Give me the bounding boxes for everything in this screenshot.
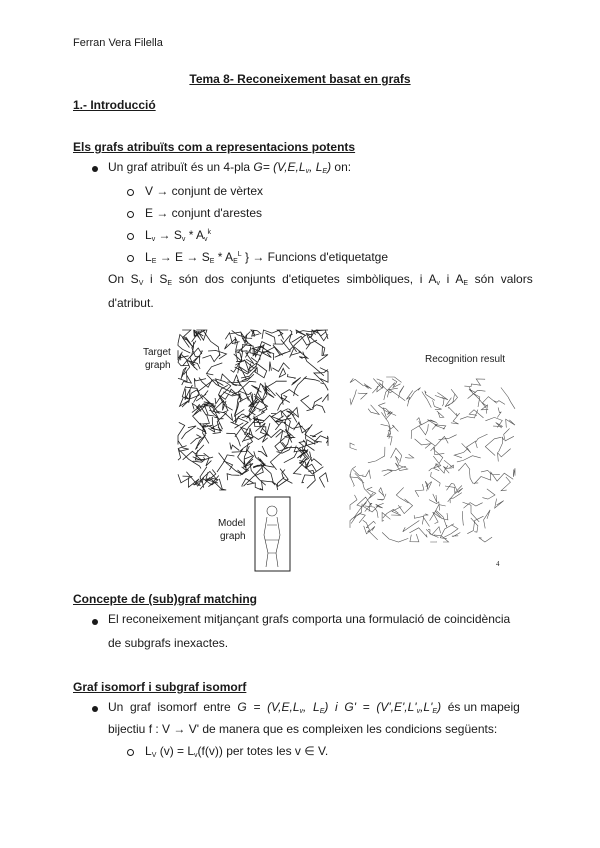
note-line-2: d'atribut. bbox=[108, 296, 154, 310]
definition-formula: $G= (V,E,L_v$, $L_E$) bbox=[253, 160, 332, 175]
definition-suffix: on: bbox=[331, 160, 352, 174]
bullet-icon bbox=[92, 166, 98, 172]
target-label-2: graph bbox=[145, 360, 171, 371]
target-graph-drawing bbox=[178, 330, 328, 490]
item-vertices: V → conjunt de vèrtex bbox=[145, 184, 264, 198]
definition-text bbox=[108, 160, 351, 175]
item-edges: E → conjunt d'arestes bbox=[145, 206, 263, 220]
bullet-icon bbox=[92, 619, 98, 625]
item-vertex-labelling: $L_v \to S_v * A_v^k$ bbox=[145, 228, 212, 243]
circle-bullet-icon bbox=[127, 749, 134, 756]
definition-prefix: Un graf atribuït és un 4-pla bbox=[108, 160, 254, 174]
recognition-result-drawing bbox=[350, 377, 515, 542]
figure-page-number: 4 bbox=[496, 560, 500, 568]
iso-line-1: Un graf isomorf entre $G = (V,E,L_v$, $L_E$) i $G' = (V',E',L'_v,L'_E)$ és un mapeig bbox=[108, 700, 520, 715]
iso-line-2: bijectiu f : V → V' de manera que es compleixen les condicions següents: bbox=[108, 722, 498, 736]
recognition-label: Recognition result bbox=[425, 354, 506, 365]
graph-matching-figure bbox=[140, 325, 520, 575]
section-heading-isomorph: Graf isomorf i subgraf isomorf bbox=[73, 680, 247, 694]
circle-bullet-icon bbox=[127, 211, 134, 218]
section-heading-introduction: 1.- Introducció bbox=[73, 98, 156, 112]
model-label-2: graph bbox=[220, 531, 246, 542]
model-graph-figure bbox=[264, 506, 280, 567]
matching-line-2: de subgrafs inexactes. bbox=[108, 636, 229, 650]
circle-bullet-icon bbox=[127, 233, 134, 240]
note-line-1: On $S_V$ i $S_E$ són dos conjunts d'etiquetes simbòliques, i $A_v$ i $A_E$ són valors bbox=[108, 272, 533, 287]
matching-paragraph bbox=[108, 607, 528, 655]
iso-sub-item: $L_V$ $(v) = L_v(f(v))$ per totes les v ∈ V. bbox=[145, 744, 329, 759]
item-edge-labelling: $L_E \to E \to S_E * A_E^L$ } → Funcions d'etiquetatge bbox=[145, 250, 389, 265]
author-name: Ferran Vera Filella bbox=[73, 37, 163, 49]
section-heading-matching: Concepte de (sub)graf matching bbox=[73, 592, 258, 606]
bullet-icon bbox=[92, 706, 98, 712]
page-title: Tema 8- Reconeixement basat en grafs bbox=[189, 72, 411, 86]
matching-line-1: El reconeixement mitjançant grafs comporta una formulació de coincidència bbox=[108, 612, 511, 626]
circle-bullet-icon bbox=[127, 255, 134, 262]
model-label-1: Model bbox=[218, 518, 246, 529]
model-graph-box bbox=[255, 497, 290, 571]
section-heading-attributed-graphs: Els grafs atribuïts com a representacions potents bbox=[73, 140, 356, 154]
circle-bullet-icon bbox=[127, 189, 134, 196]
target-label-1: Target bbox=[143, 347, 171, 358]
